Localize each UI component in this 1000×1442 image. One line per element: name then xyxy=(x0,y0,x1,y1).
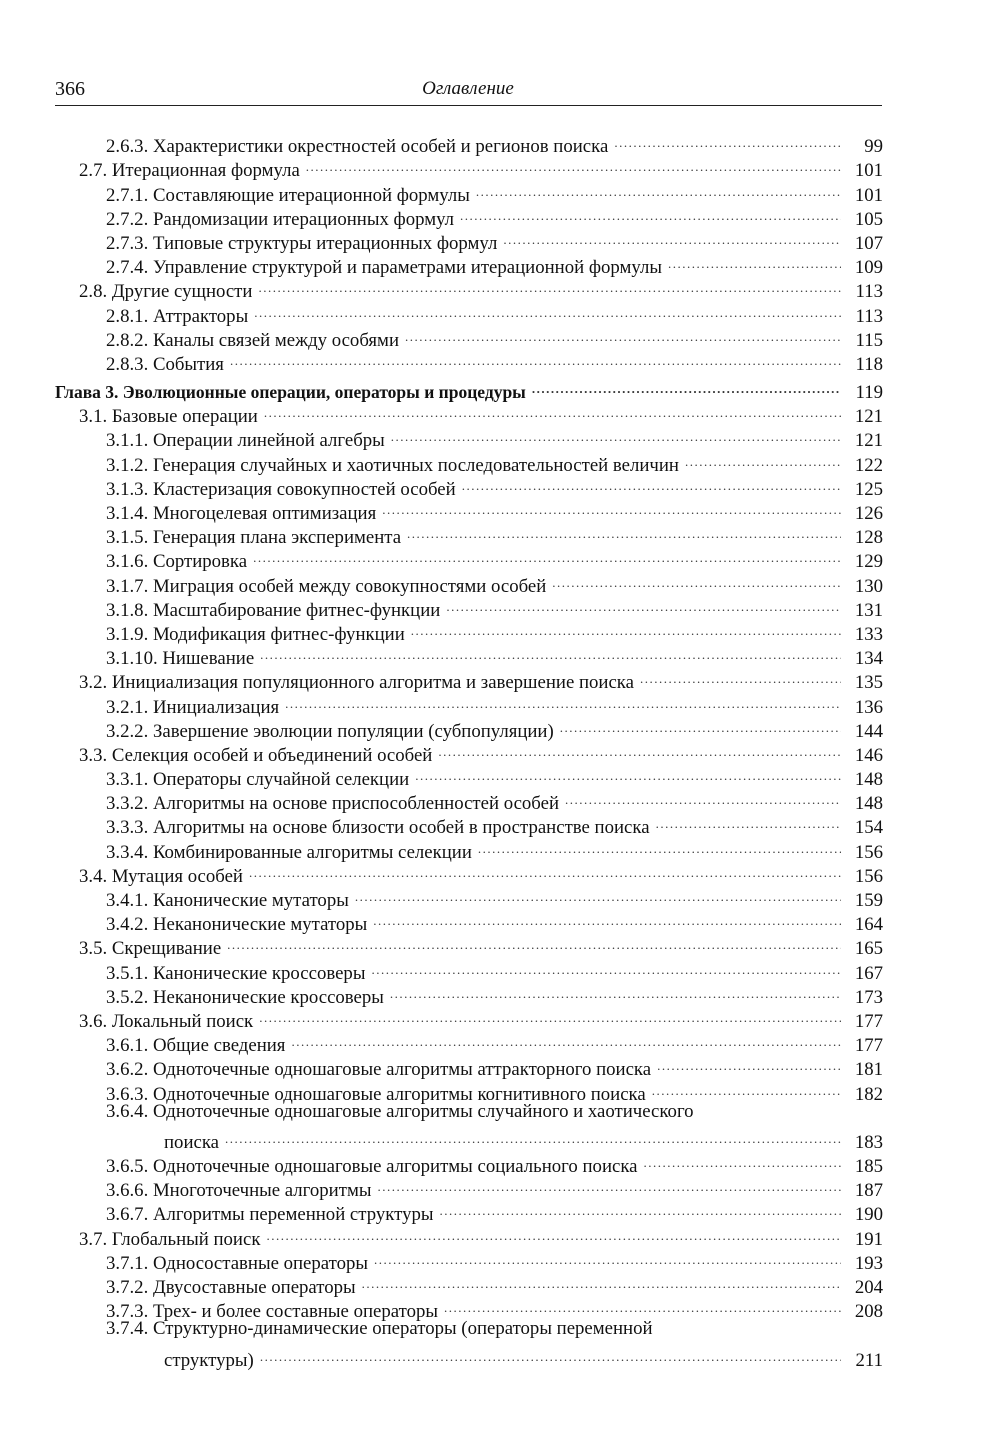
toc-entry-page: 135 xyxy=(854,672,883,694)
toc-subsection xyxy=(55,882,883,911)
toc-subsection xyxy=(55,833,883,863)
toc-entry-title: 3.5.2. Неканонические кроссоверы xyxy=(106,986,384,1008)
dot-leader xyxy=(264,398,841,422)
toc-section xyxy=(55,273,883,303)
toc-subsection xyxy=(55,446,883,476)
toc-subsection xyxy=(55,176,883,206)
toc-subsection xyxy=(55,543,883,573)
toc-subsection xyxy=(55,1293,883,1323)
toc-entry-title: 2.7.2. Рандомизации итерационных формул xyxy=(106,208,455,230)
toc-entry-title: 3.4.2. Неканонические мутаторы xyxy=(106,914,368,936)
toc-entry-page: 109 xyxy=(854,257,883,279)
toc-subsection xyxy=(55,567,883,597)
toc-entry-title: 3.1.5. Генерация плана эксперимента xyxy=(106,527,402,549)
toc-entry-page: 165 xyxy=(854,938,883,960)
toc-section xyxy=(55,858,883,887)
toc-subsection xyxy=(55,128,883,158)
toc-subsection xyxy=(55,249,883,279)
toc-section xyxy=(55,737,883,766)
toc-entry-page: 177 xyxy=(854,1010,883,1032)
toc-subsection xyxy=(55,1051,883,1081)
dot-leader xyxy=(227,930,841,954)
toc-entry-title: 3.3. Селекция особей и объединений особей xyxy=(79,744,433,766)
dot-leader xyxy=(444,1293,841,1317)
toc-subsection xyxy=(55,422,883,452)
toc-entry-page: 118 xyxy=(855,353,883,375)
toc-entry-title: 3.1.3. Кластеризация совокупностей особей xyxy=(106,478,456,500)
toc-section xyxy=(55,664,883,694)
toc-entry-title: 3.3.4. Комбинированные алгоритмы селекции xyxy=(106,841,472,863)
toc-subsection xyxy=(55,688,883,718)
dot-leader xyxy=(478,833,841,857)
dot-leader xyxy=(552,567,841,591)
toc-entry-page: 133 xyxy=(854,623,883,645)
toc-entry-page: 107 xyxy=(854,232,883,254)
dot-leader xyxy=(439,1196,841,1220)
toc-entry-page: 121 xyxy=(854,430,883,452)
toc-entry-title: 3.6. Локальный поиск xyxy=(79,1010,254,1032)
toc-entry-title: 2.8.3. События xyxy=(106,353,224,375)
toc-entry-page: 144 xyxy=(854,720,883,742)
toc-entry-page: 211 xyxy=(855,1349,883,1371)
toc-subsection xyxy=(55,713,883,742)
toc-entry-title: 3.1. Базовые операции xyxy=(79,406,258,428)
toc-entry-page: 193 xyxy=(854,1252,883,1274)
dot-leader xyxy=(405,322,841,346)
dot-leader xyxy=(377,1172,841,1196)
toc-entry-title: 3.1.7. Миграция особей между совокупностями особей xyxy=(106,575,547,597)
toc-entry-page: 148 xyxy=(854,769,883,791)
toc-entry-title: 3.6.4. Одноточечные одношаговые алгоритмы случайного и хаотического xyxy=(106,1100,694,1122)
toc-entry-title: 3.1.10. Нишевание xyxy=(106,648,255,670)
toc-entry-page: 126 xyxy=(854,503,883,524)
toc-section xyxy=(55,152,883,182)
toc-entry-page: 128 xyxy=(854,527,883,549)
toc-entry-page: 156 xyxy=(854,865,883,887)
toc-subsection xyxy=(55,1172,883,1202)
dot-leader xyxy=(259,1003,841,1027)
running-head: Оглавление xyxy=(422,78,514,99)
toc-subsection xyxy=(55,495,883,524)
toc-subsection xyxy=(55,225,883,254)
toc-entry-page: 208 xyxy=(854,1301,883,1323)
toc-entry-title: Глава 3. Эволюционные операции, операторы и процедуры xyxy=(55,382,526,403)
toc-entry-page: 191 xyxy=(854,1228,883,1250)
dot-leader xyxy=(462,471,841,495)
toc-subsection xyxy=(55,322,883,351)
dot-leader xyxy=(260,640,841,664)
dot-leader xyxy=(260,1341,841,1365)
toc-entry-page: 204 xyxy=(854,1277,883,1298)
toc-section xyxy=(55,1220,883,1250)
dot-leader xyxy=(560,713,841,737)
dot-leader xyxy=(652,1075,841,1099)
toc-entry-title: 3.7.1. Односоставные операторы xyxy=(106,1252,368,1274)
toc-entry-title: 2.8.2. Каналы связей между особями xyxy=(106,329,399,351)
toc-subsection xyxy=(55,640,883,670)
toc-entry-title: 3.1.2. Генерация случайных и хаотичных последовательностей величин xyxy=(106,454,679,476)
dot-leader xyxy=(565,785,841,809)
dot-leader xyxy=(306,152,841,176)
toc-subsection xyxy=(55,616,883,645)
toc-subsection-continuation xyxy=(55,1341,883,1371)
toc-subsection xyxy=(55,1196,883,1226)
toc-entry-page: 177 xyxy=(854,1035,883,1057)
toc-entry-page: 181 xyxy=(854,1059,883,1081)
dot-leader xyxy=(656,809,841,833)
toc-entry-page: 115 xyxy=(855,329,883,351)
toc-entry-page: 113 xyxy=(855,281,883,303)
toc-section xyxy=(55,1003,883,1032)
toc-section xyxy=(55,930,883,960)
toc-entry-title: 3.6.6. Многоточечные алгоритмы xyxy=(106,1180,372,1202)
dot-leader xyxy=(391,422,841,446)
toc-entry-page: 190 xyxy=(854,1204,883,1226)
toc-chapter xyxy=(55,374,883,404)
toc-section xyxy=(55,398,883,428)
table-of-contents xyxy=(55,128,883,1371)
toc-entry-page: 129 xyxy=(854,551,883,573)
toc-entry-page: 136 xyxy=(854,696,883,718)
toc-entry-title: 2.7. Итерационная формула xyxy=(79,160,300,182)
toc-entry-page: 113 xyxy=(855,305,883,327)
toc-subsection xyxy=(55,809,883,839)
toc-entry-title: 3.4.1. Канонические мутаторы xyxy=(106,890,349,911)
toc-entry-title: 3.6.2. Одноточечные одношаговые алгоритмы аттракторного поиска xyxy=(106,1059,652,1081)
dot-leader xyxy=(614,128,841,152)
dot-leader xyxy=(415,761,841,785)
toc-entry-page: 105 xyxy=(854,208,883,230)
dot-leader xyxy=(407,519,841,543)
toc-entry-title: 3.1.4. Многоцелевая оптимизация xyxy=(106,503,377,524)
toc-subsection xyxy=(55,346,883,375)
toc-entry-title: 3.2.1. Инициализация xyxy=(106,696,280,718)
dot-leader xyxy=(411,616,841,640)
toc-entry-title: 3.7.2. Двусоставные операторы xyxy=(106,1277,356,1298)
dot-leader xyxy=(225,1124,841,1148)
toc-subsection xyxy=(55,785,883,815)
toc-subsection xyxy=(55,954,883,984)
toc-entry-title: 3.4. Мутация особей xyxy=(79,865,243,887)
toc-entry-title: 3.2.2. Завершение эволюции популяции (субпопуляции) xyxy=(106,720,554,742)
toc-entry-title: 3.6.7. Алгоритмы переменной структуры xyxy=(106,1204,434,1226)
dot-leader xyxy=(644,1148,841,1172)
toc-entry-page: 159 xyxy=(854,890,883,911)
toc-entry-title: 3.6.1. Общие сведения xyxy=(106,1035,286,1057)
toc-entry-page: 185 xyxy=(854,1156,883,1178)
toc-entry-page: 164 xyxy=(854,914,883,936)
toc-subsection xyxy=(55,201,883,230)
toc-entry-page: 187 xyxy=(854,1180,883,1202)
toc-entry-title: 3.1.6. Сортировка xyxy=(106,551,248,573)
toc-entry-title: 2.6.3. Характеристики окрестностей особей и регионов поиска xyxy=(106,136,609,158)
dot-leader xyxy=(668,249,841,273)
toc-entry-title: 3.5.1. Канонические кроссоверы xyxy=(106,962,366,984)
dot-leader xyxy=(258,273,841,297)
toc-entry-page: 125 xyxy=(854,478,883,500)
dot-leader xyxy=(532,374,841,398)
dot-leader xyxy=(249,858,841,882)
toc-entry-page: 101 xyxy=(854,160,883,182)
dot-leader xyxy=(390,979,841,1003)
dot-leader xyxy=(640,664,841,688)
toc-entry-page: 156 xyxy=(854,841,883,863)
page-header xyxy=(55,78,881,104)
dot-leader xyxy=(685,446,841,470)
dot-leader xyxy=(254,297,841,321)
toc-subsection xyxy=(55,297,883,327)
dot-leader xyxy=(503,225,841,249)
toc-entry-page: 119 xyxy=(855,382,883,404)
toc-subsection xyxy=(55,1075,883,1105)
toc-entry-page: 183 xyxy=(854,1131,883,1153)
toc-entry-title: структуры) xyxy=(164,1349,254,1371)
toc-entry-page: 101 xyxy=(854,184,883,206)
toc-entry-title: 2.7.3. Типовые структуры итерационных формул xyxy=(106,232,498,254)
toc-entry-title: 3.2. Инициализация популяционного алгоритма и завершение поиска xyxy=(79,672,634,694)
dot-leader xyxy=(446,592,841,616)
toc-entry-title: 3.3.2. Алгоритмы на основе приспособленностей особей xyxy=(106,793,559,815)
page-number: 366 xyxy=(55,78,85,100)
toc-entry-page: 131 xyxy=(854,599,883,621)
dot-leader xyxy=(266,1220,841,1244)
toc-entry-title: 3.6.5. Одноточечные одношаговые алгоритмы социального поиска xyxy=(106,1156,638,1178)
dot-leader xyxy=(355,882,841,906)
dot-leader xyxy=(657,1051,841,1075)
toc-entry-page: 154 xyxy=(854,817,883,839)
toc-entry-page: 148 xyxy=(854,793,883,815)
toc-entry-title: 3.1.9. Модификация фитнес-функции xyxy=(106,623,405,645)
toc-entry-page: 130 xyxy=(854,575,883,597)
toc-entry-title: 2.7.4. Управление структурой и параметрами итерационной формулы xyxy=(106,257,662,279)
toc-subsection xyxy=(55,761,883,791)
toc-entry-page: 99 xyxy=(864,136,883,158)
dot-leader xyxy=(285,688,841,712)
dot-leader xyxy=(371,954,841,978)
toc-subsection xyxy=(55,1100,883,1124)
toc-subsection xyxy=(55,1245,883,1274)
toc-entry-title: 3.3.1. Операторы случайной селекции xyxy=(106,769,410,791)
dot-leader xyxy=(374,1245,841,1269)
toc-entry-title: 3.5. Скрещивание xyxy=(79,938,222,960)
dot-leader xyxy=(460,201,841,225)
toc-entry-title: 3.7.4. Структурно-динамические операторы (операторы переменной xyxy=(106,1318,653,1340)
toc-entry-title: поиска xyxy=(164,1131,220,1153)
dot-leader xyxy=(230,346,841,370)
toc-subsection xyxy=(55,1148,883,1178)
toc-subsection-continuation xyxy=(55,1124,883,1153)
toc-entry-title: 2.8.1. Аттракторы xyxy=(106,305,249,327)
toc-entry-title: 3.3.3. Алгоритмы на основе близости особей в пространстве поиска xyxy=(106,817,650,839)
dot-leader xyxy=(438,737,841,761)
toc-entry-page: 134 xyxy=(854,648,883,670)
toc-entry-page: 173 xyxy=(854,986,883,1008)
toc-subsection xyxy=(55,471,883,500)
dot-leader xyxy=(382,495,841,519)
toc-subsection xyxy=(55,592,883,621)
toc-entry-title: 2.7.1. Составляющие итерационной формулы xyxy=(106,184,470,206)
toc-entry-page: 122 xyxy=(854,454,883,476)
dot-leader xyxy=(373,906,841,930)
dot-leader xyxy=(362,1269,841,1293)
toc-entry-page: 182 xyxy=(854,1083,883,1105)
toc-subsection xyxy=(55,1317,883,1341)
toc-entry-page: 146 xyxy=(854,744,883,766)
dot-leader xyxy=(476,176,841,200)
toc-entry-page: 167 xyxy=(854,962,883,984)
toc-entry-page: 121 xyxy=(854,406,883,428)
toc-subsection xyxy=(55,1269,883,1298)
toc-entry-title: 3.1.1. Операции линейной алгебры xyxy=(106,430,385,452)
toc-subsection xyxy=(55,519,883,549)
toc-entry-title: 3.7. Глобальный поиск xyxy=(79,1228,261,1250)
header-rule xyxy=(55,105,882,106)
toc-entry-title: 3.1.8. Масштабирование фитнес-функции xyxy=(106,599,441,621)
toc-subsection xyxy=(55,1027,883,1057)
toc-entry-title: 3.7.3. Трех- и более составные операторы xyxy=(106,1301,438,1323)
dot-leader xyxy=(253,543,841,567)
toc-subsection xyxy=(55,906,883,936)
toc-entry-title: 3.6.3. Одноточечные одношаговые алгоритмы когнитивного поиска xyxy=(106,1083,646,1105)
toc-subsection xyxy=(55,979,883,1008)
dot-leader xyxy=(291,1027,841,1051)
toc-entry-title: 2.8. Другие сущности xyxy=(79,281,253,303)
